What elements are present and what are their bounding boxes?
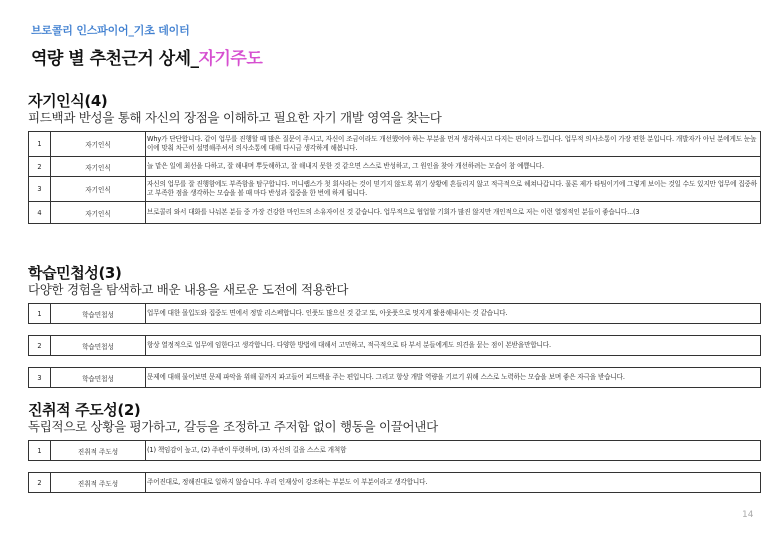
spacer-cell [146, 324, 761, 336]
row-text: 업무에 대한 몰입도와 집중도 면에서 정말 리스펙합니다. 인풋도 많으신 것 같고 또, 아웃풋으로 멋지게 활용해내시는 것 같습니다. [146, 304, 761, 324]
spacer-cell [51, 356, 146, 368]
row-number: 2 [29, 336, 51, 356]
row-number: 3 [29, 177, 51, 202]
table-row [29, 132, 761, 157]
table-row [29, 157, 761, 177]
page-title-main: 역량 별 추천근거 상세_ [31, 49, 199, 69]
row-text: Why가 단단합니다. 같이 업무를 진행할 때 많은 질문이 주시고, 자신이 조금이라도 개선했어야 하는 부분을 먼저 생각하시고 다지는 편이라 느낍니다. 업무적 의사소통이 가장 편한 분입니다. 개발자가 아닌 분에게도 눈높이에 맞춰 차근히 설명해주셔서 의사소통에 대해 다시금 생각하게 해봅니다. [146, 132, 761, 157]
table-row [29, 336, 761, 356]
spacer-cell [29, 356, 51, 368]
table-row [29, 202, 761, 224]
row-category: 학습민첩성 [51, 336, 146, 356]
table-row [29, 473, 761, 493]
table-row [29, 441, 761, 461]
row-text: 자신의 업무를 잘 진행함에도 부족함을 탐구합니다. 머니랩스가 첫 회사라는 것이 믿기지 않도록 위기 상황에 흔들리지 않고 적극적으로 헤쳐나갑니다. 물론 제가 타팀이기에 그렇게 보이는 것일 수도 있지만 업무에 집중하고 부족한 점을 생각하는 모습을 볼 때 마다 반성과 집중을 한 번에 하게 됩니다. [146, 177, 761, 202]
row-text: (1) 책임감이 높고, (2) 주관이 뚜렷하며, (3) 자신의 길을 스스로 개척함 [146, 441, 761, 461]
section-learning-agility [28, 264, 758, 388]
table-row [29, 368, 761, 388]
row-number: 3 [29, 368, 51, 388]
spacer-cell [146, 461, 761, 473]
table-row [29, 304, 761, 324]
feedback-table [28, 440, 761, 493]
row-text: 늘 맡은 일에 최선을 다하고, 잘 해내며 뿌듯해하고, 잘 해내지 못한 것 같으면 스스로 반성하고, 그 원인을 찾아 개선하려는 모습이 참 예쁩니다. [146, 157, 761, 177]
row-text: 브로콜리 와서 대화를 나눠본 분들 중 가장 건강한 마인드의 소유자이신 것 같습니다. 업무적으로 협업할 기회가 많진 않지만 개인적으로 저는 이런 열정적인 분들이 좋습니다...(3 [146, 202, 761, 224]
spacer-cell [51, 324, 146, 336]
page-title-accent: 자기주도 [198, 49, 263, 69]
row-category: 자기인식 [51, 177, 146, 202]
row-category: 자기인식 [51, 157, 146, 177]
row-category: 학습민첩성 [51, 304, 146, 324]
row-number: 2 [29, 473, 51, 493]
row-number: 2 [29, 157, 51, 177]
section-proactive-initiative [28, 401, 758, 493]
row-category: 진취적 주도성 [51, 473, 146, 493]
row-spacer [29, 324, 761, 336]
feedback-table [28, 131, 761, 224]
section-heading: 자기인식(4) [28, 92, 108, 110]
row-category: 학습민첩성 [51, 368, 146, 388]
row-number: 4 [29, 202, 51, 224]
spacer-cell [29, 461, 51, 473]
row-spacer [29, 356, 761, 368]
section-heading: 진취적 주도성(2) [28, 401, 141, 419]
row-category: 자기인식 [51, 202, 146, 224]
row-category: 진취적 주도성 [51, 441, 146, 461]
section-description: 다양한 경험을 탐색하고 배운 내용을 새로운 도전에 적용한다 [28, 282, 349, 297]
page-number: 14 [742, 510, 754, 520]
section-description: 독립적으로 상황을 평가하고, 갈등을 조정하고 주저함 없이 행동을 이끌어낸다 [28, 419, 438, 434]
row-text: 주어진대로, 정해진대로 일하지 않습니다. 우리 인재상이 강조하는 부분도 이 부분이라고 생각합니다. [146, 473, 761, 493]
row-category: 자기인식 [51, 132, 146, 157]
page-title [31, 44, 262, 69]
table-row [29, 177, 761, 202]
spacer-cell [146, 356, 761, 368]
row-number: 1 [29, 441, 51, 461]
feedback-table [28, 303, 761, 388]
spacer-cell [29, 324, 51, 336]
spacer-cell [51, 461, 146, 473]
row-number: 1 [29, 132, 51, 157]
section-self-awareness [28, 92, 758, 224]
section-heading: 학습민첩성(3) [28, 264, 122, 282]
row-text: 항상 열정적으로 업무에 임한다고 생각합니다. 다양한 방법에 대해서 고민하고, 적극적으로 타 부서 분들에게도 의견을 묻는 점이 본받을만합니다. [146, 336, 761, 356]
row-spacer [29, 461, 761, 473]
section-description: 피드백과 반성을 통해 자신의 장점을 이해하고 필요한 자기 개발 영역을 찾는다 [28, 110, 442, 125]
brand-label: 브로콜리 인스파이어_기초 데이터 [31, 24, 190, 37]
row-number: 1 [29, 304, 51, 324]
row-text: 문제에 대해 물어보면 문제 파악을 위해 끝까지 파고들어 피드백을 주는 편입니다. 그리고 항상 개발 역량을 기르기 위해 스스로 노력하는 모습을 보며 좋은 자극을 받습니다. [146, 368, 761, 388]
